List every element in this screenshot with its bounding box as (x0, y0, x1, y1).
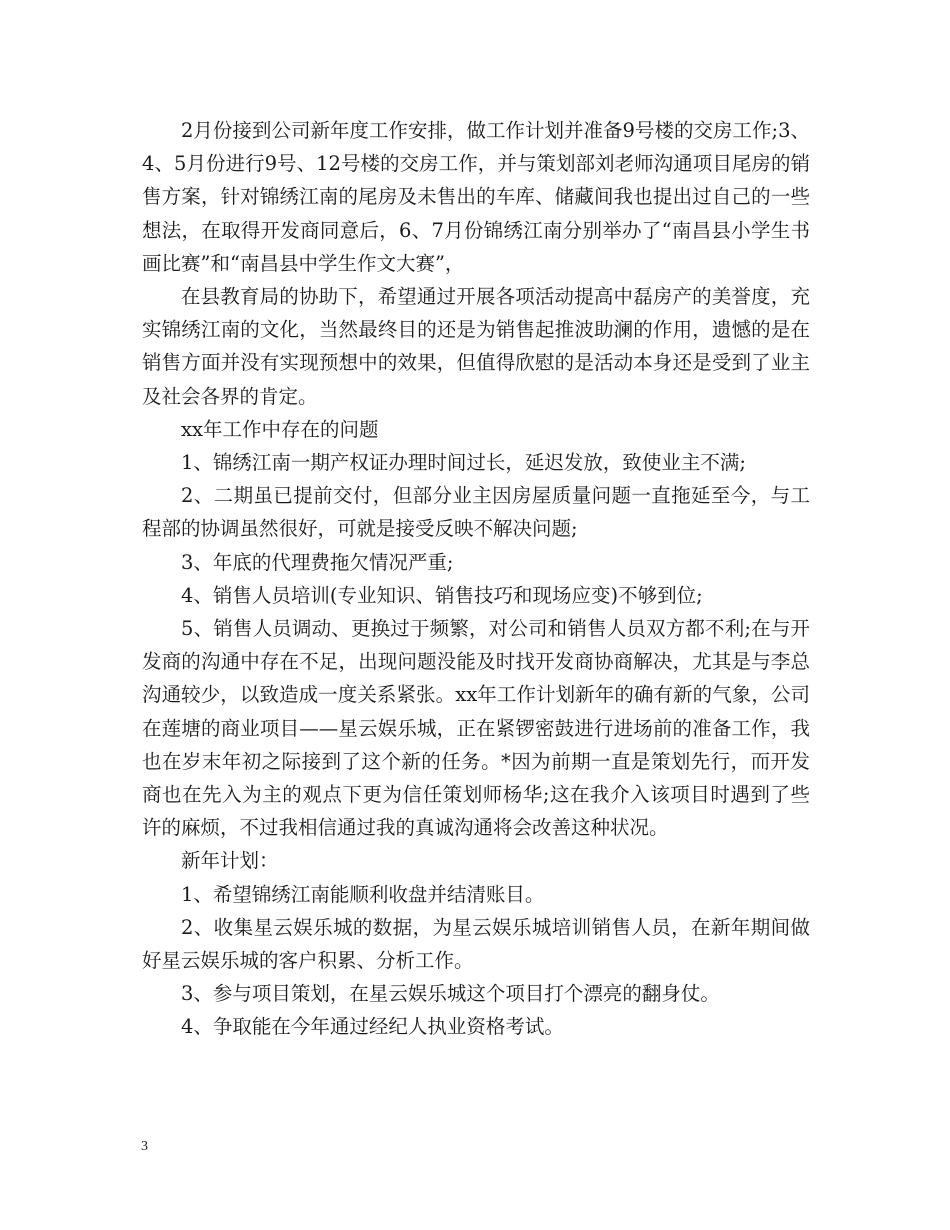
paragraph-handover-work: 2月份接到公司新年度工作安排，做工作计划并准备9号楼的交房工作;3、4、5月份进行9号、12号楼的交房工作，并与策划部刘老师沟通项目尾房的销售方案，针对锦绣江南的尾房及未售出的车库、储藏间我也提出过自己的一些想法，在取得开发商同意后，6、7月份锦绣江南分别举办了“南昌县小学生书画比赛”和“南昌县中学生作文大赛”， (142, 119, 810, 275)
plan-item-4: 4、争取能在今年通过经纪人执业资格考试。 (181, 1015, 564, 1039)
problem-item-5: 5、销售人员调动、更换过于频繁，对公司和销售人员双方都不利;在与开发商的沟通中存在不足，出现问题没能及时找开发商协商解决，尤其是与李总沟通较少，以致造成一度关系紧张。xx年工作计划新年的确有新的气象，公司在莲塘的商业项目——星云娱乐城，正在紧锣密鼓进行进场前的准备工作，我也在岁末年初之际接到了这个新的任务。*因为前期一直是策划先行，而开发商也在先入为主的观点下更为信任策划师杨华;这在我介入该项目时遇到了些许的麻烦，不过我相信通过我的真诚沟通将会改善这种状况。 (142, 617, 810, 840)
problem-item-4: 4、销售人员培训(专业知识、销售技巧和现场应变)不够到位; (181, 583, 703, 607)
paragraph-education-bureau: 在县教育局的协助下，希望通过开展各项活动提高中磊房产的美誉度，充实锦绣江南的文化，当然最终目的还是为销售起推波助澜的作用，遗憾的是在销售方面并没有实现预想中的效果，但值得欣慰的是活动本身还是受到了业主及社会各界的肯定。 (142, 285, 810, 408)
plan-item-2: 2、收集星云娱乐城的数据，为星云娱乐城培训销售人员，在新年期间做好星云娱乐城的客户积累、分析工作。 (142, 915, 810, 973)
document-body (142, 114, 810, 1044)
problem-item-2: 2、二期虽已提前交付，但部分业主因房屋质量问题一直拖延至今，与工程部的协调虽然很好，可就是接受反映不解决问题; (142, 484, 810, 541)
problem-item-1: 1、锦绣江南一期产权证办理时间过长，延迟发放，致使业主不满; (181, 451, 746, 475)
heading-problems: xx年工作中存在的问题 (181, 417, 379, 441)
plan-item-3: 3、参与项目策划，在星云娱乐城这个项目打个漂亮的翻身仗。 (181, 982, 720, 1006)
page-number: 3 (141, 1139, 148, 1154)
plan-item-1: 1、希望锦绣江南能顺利收盘并结清账目。 (181, 882, 545, 906)
problem-item-3: 3、年底的代理费拖欠情况严重; (181, 550, 454, 574)
heading-new-year-plan: 新年计划： (181, 849, 279, 873)
